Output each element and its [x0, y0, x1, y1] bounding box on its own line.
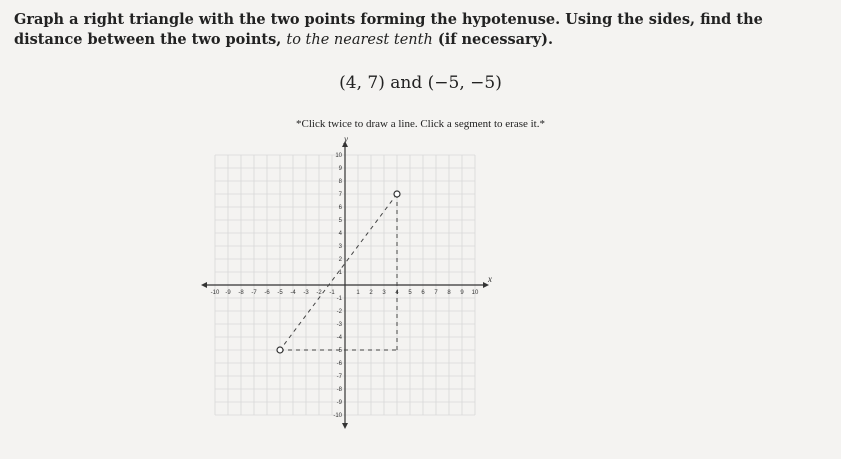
y-tick-label: 6 [338, 205, 342, 211]
x-tick-label: 9 [460, 290, 464, 296]
y-tick-label: -5 [336, 348, 342, 354]
x-tick-label: -1 [329, 290, 335, 296]
y-tick-label: 10 [335, 153, 342, 159]
y-tick-label: 2 [338, 257, 342, 263]
x-tick-label: 5 [408, 290, 412, 296]
y-tick-label: -10 [333, 413, 342, 419]
x-tick-label: -9 [225, 290, 231, 296]
x-tick-label: -7 [251, 290, 257, 296]
given-points [0, 73, 841, 93]
x-axis-label: x [488, 274, 492, 284]
y-tick-label: -1 [336, 296, 342, 302]
y-tick-label: 7 [338, 192, 342, 198]
points-connector: and [390, 73, 423, 93]
x-tick-label: -5 [277, 290, 283, 296]
x-tick-label: 10 [471, 290, 479, 296]
y-tick-label: -2 [336, 309, 342, 315]
x-tick-label: 3 [382, 290, 386, 296]
question-emphasis: to the nearest tenth [286, 32, 433, 48]
x-tick-label: 7 [434, 290, 438, 296]
y-tick-label: 4 [338, 231, 342, 237]
coordinate-graph[interactable] [195, 130, 505, 440]
y-tick-label: -4 [336, 335, 342, 341]
axes [201, 141, 489, 429]
x-tick-label: -6 [264, 290, 270, 296]
x-tick-label: 2 [369, 290, 373, 296]
y-tick-label: -6 [336, 361, 342, 367]
y-tick-label: -3 [336, 322, 342, 328]
y-axis-arrow-down-icon [342, 423, 348, 429]
point-1: (4, 7) [339, 73, 385, 93]
point-2: (−5, −5) [427, 73, 502, 93]
question-prompt [14, 10, 834, 50]
x-tick-label: -10 [210, 290, 220, 296]
y-tick-label: 9 [338, 166, 342, 172]
question-main: Graph a right triangle with the two points forming the hypotenuse. Using the sides, find the distance between the two points, [14, 11, 763, 48]
x-tick-label: 4 [395, 290, 399, 296]
y-axis-label: y [344, 134, 348, 144]
plotted-point[interactable] [394, 191, 400, 197]
y-tick-label: -9 [336, 400, 342, 406]
x-tick-label: 1 [356, 290, 360, 296]
x-tick-label: 6 [421, 290, 425, 296]
y-tick-label: 1 [338, 270, 342, 276]
x-tick-label: -8 [238, 290, 244, 296]
y-tick-label: -7 [336, 374, 342, 380]
x-tick-label: -2 [316, 290, 322, 296]
x-tick-label: -3 [303, 290, 309, 296]
question-tail: (if necessary). [437, 31, 554, 48]
y-tick-label: -8 [336, 387, 342, 393]
x-axis-arrow-left-icon [201, 282, 207, 288]
plotted-point[interactable] [277, 347, 283, 353]
x-tick-label: -4 [290, 290, 296, 296]
x-tick-label: 8 [447, 290, 451, 296]
y-tick-label: 8 [338, 179, 342, 185]
graph-instructions: *Click twice to draw a line. Click a segment to erase it.* [296, 118, 545, 130]
y-tick-label: 5 [338, 218, 342, 224]
y-tick-label: 3 [338, 244, 342, 250]
